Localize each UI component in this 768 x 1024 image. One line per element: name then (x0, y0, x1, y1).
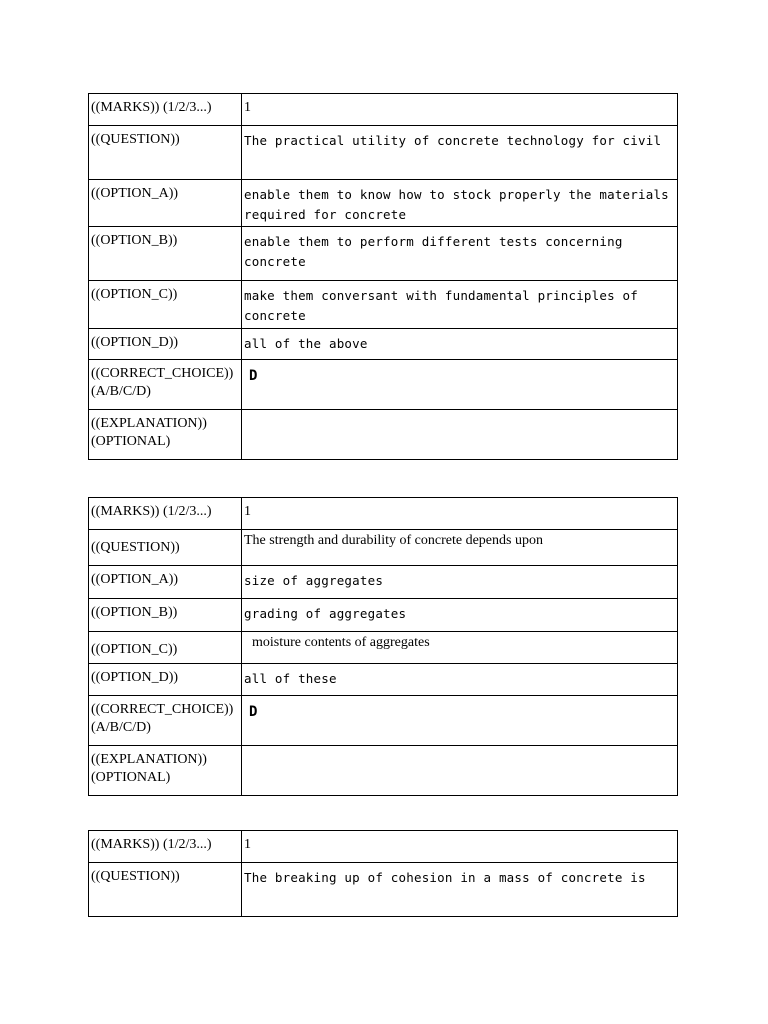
explanation-text (244, 410, 675, 415)
option-d-row (89, 329, 678, 360)
explanation-label: ((EXPLANATION)) (OPTIONAL) (89, 746, 242, 796)
option-b-label: ((OPTION_B)) (89, 227, 242, 281)
marks-value: 1 (244, 100, 251, 115)
marks-row (89, 831, 678, 863)
option-c-row (89, 281, 678, 329)
question-label: ((QUESTION)) (89, 530, 242, 566)
option-a-row (89, 180, 678, 227)
option-c-text: make them conversant with fundamental principles of concrete (244, 288, 639, 323)
question-row (89, 863, 678, 917)
correct-choice-row (89, 360, 678, 410)
marks-label: ((MARKS)) (1/2/3...) (89, 498, 242, 530)
option-a-label: ((OPTION_A)) (89, 180, 242, 227)
option-d-label: ((OPTION_D)) (89, 664, 242, 696)
correct-choice-value: D (249, 368, 258, 384)
question-table-2 (88, 497, 678, 796)
question-label: ((QUESTION)) (89, 126, 242, 180)
option-c-text: moisture contents of aggregates (252, 635, 430, 650)
marks-label: ((MARKS)) (1/2/3...) (89, 94, 242, 126)
question-text: The strength and durability of concrete depends upon (244, 533, 543, 548)
question-table-3 (88, 830, 678, 917)
correct-choice-row (89, 696, 678, 746)
marks-value: 1 (244, 837, 251, 852)
marks-row (89, 498, 678, 530)
option-d-row (89, 664, 678, 696)
marks-label: ((MARKS)) (1/2/3...) (89, 831, 242, 863)
correct-choice-label: ((CORRECT_CHOICE)) (A/B/C/D) (89, 360, 242, 410)
option-b-row (89, 599, 678, 632)
question-row (89, 530, 678, 566)
option-c-label: ((OPTION_C)) (89, 281, 242, 329)
question-text: The breaking up of cohesion in a mass of concrete is (244, 870, 646, 885)
option-c-row (89, 632, 678, 664)
option-d-label: ((OPTION_D)) (89, 329, 242, 360)
explanation-row (89, 746, 678, 796)
option-d-text: all of these (244, 671, 337, 686)
marks-row (89, 94, 678, 126)
option-a-row (89, 566, 678, 599)
explanation-text (244, 746, 675, 751)
explanation-row (89, 410, 678, 460)
explanation-label: ((EXPLANATION)) (OPTIONAL) (89, 410, 242, 460)
option-b-row (89, 227, 678, 281)
option-d-text: all of the above (244, 336, 368, 351)
question-label: ((QUESTION)) (89, 863, 242, 917)
option-b-label: ((OPTION_B)) (89, 599, 242, 632)
question-text: The practical utility of concrete technology for civil (244, 133, 662, 148)
marks-value: 1 (244, 504, 251, 519)
option-a-text: size of aggregates (244, 573, 384, 588)
question-row (89, 126, 678, 180)
option-b-text: enable them to perform different tests concerning concrete (244, 234, 623, 269)
option-b-text: grading of aggregates (244, 606, 407, 621)
correct-choice-value: D (249, 704, 258, 720)
option-c-label: ((OPTION_C)) (89, 632, 242, 664)
correct-choice-label: ((CORRECT_CHOICE)) (A/B/C/D) (89, 696, 242, 746)
question-table-1 (88, 93, 678, 460)
option-a-label: ((OPTION_A)) (89, 566, 242, 599)
option-a-text: enable them to know how to stock properly the materials required for concrete (244, 187, 669, 222)
